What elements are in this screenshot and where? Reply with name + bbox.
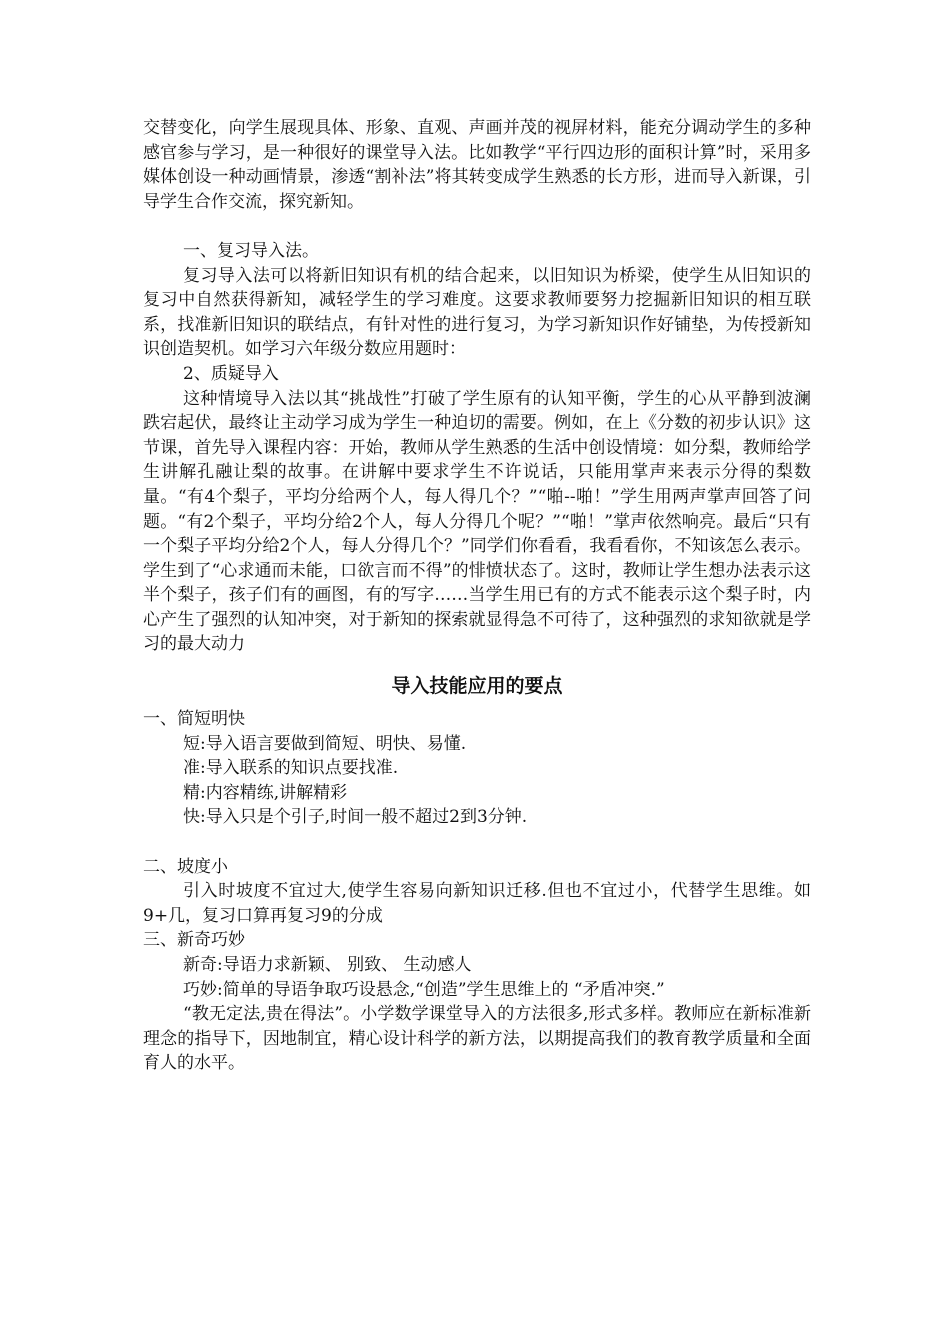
point3-item: 巧妙:简单的导语争取巧设悬念,“创造”学生思维上的 “矛盾冲突.” [183,979,665,1000]
intro-paragraph: 交替变化，向学生展现具体、形象、直观、声画并茂的视屏材料，能充分调动学生的多种感官参与学习，是一种很好的课堂导入法。比如教学“平行四边形的面积计算”时，采用多媒体创设一种动画情景，渗透“割补法”将其转变成学生熟悉的长方形，进而导入新课，引导学生合作交流，探究新知。 [143,118,811,212]
section2-body: 这种情境导入法以其“挑战性”打破了学生原有的认知平衡，学生的心从平静到波澜跌宕起伏，最终让主动学习成为学生一种迫切的需要。例如，在上《分数的初步认识》这节课，首先导入课程内容：开始，教师从学生熟悉的生活中创设情境：如分梨，教师给学生讲解孔融让梨的故事。在讲解中要求学生不许说话，只能用掌声来表示分得的梨数量。“有4个梨子，平均分给两个人，每人得几个？”“啪--啪！”学生用两声掌声回答了问题。“有2个梨子，平均分给2个人，每人分得几个呢？”“啪！”掌声依然响亮。最后“只有一个梨子平均分给2个人，每人分得几个？”同学们你看看，我看看你，不知该怎么表示。学生到了“心求通而未能，口欲言而不得”的悱愤状态了。这时，教师让学生想办法表示这半个梨子，孩子们有的画图，有的写字……当学生用已有的方式不能表示这个梨子时，内心产生了强烈的认知冲突，对于新知的探索就显得急不可待了，这种强烈的求知欲就是学习的最大动力 [143,388,811,655]
paragraph-spacer [143,830,811,855]
point1-item: 精:内容精练,讲解精彩 [183,782,348,803]
section-heading: 导入技能应用的要点 [391,675,563,698]
point2-title: 二、坡度小 [143,856,228,877]
point3-title: 三、新奇巧妙 [143,930,245,951]
document-page [143,116,811,1076]
paragraph-spacer [143,214,811,239]
point3-item: 新奇:导语力求新颖、 别致、 生动感人 [183,955,472,975]
point2-body: 引入时坡度不宜过大,使学生容易向新知识迁移.但也不宜过小，代替学生思维。如9+几，复习口算再复习9的分成 [143,881,811,926]
section1-title: 一、复习导入法。 [183,240,319,261]
section2-title: 2、质疑导入 [183,363,279,384]
point1-item: 快:导入只是个引子,时间一般不超过2到3分钟. [183,807,528,828]
point1-item: 准:导入联系的知识点要找准. [183,758,399,779]
conclusion-paragraph: “教无定法,贵在得法”。小学数学课堂导入的方法很多,形式多样。教师应在新标准新理念的指导下，因地制宜，精心设计科学的新方法，以期提高我们的教育教学质量和全面育人的水平。 [143,1004,811,1074]
point1-item: 短:导入语言要做到简短、明快、易懂. [183,733,467,754]
section1-body: 复习导入法可以将新旧知识有机的结合起来，以旧知识为桥梁，使学生从旧知识的复习中自然获得新知，减轻学生的学习难度。这要求教师要努力挖掘新旧知识的相互联系，找准新旧知识的联结点，有针对性的进行复习，为学习新知识作好铺垫，为传授新知识创造契机。如学习六年级分数应用题时： [143,265,811,360]
point1-title: 一、简短明快 [143,709,245,730]
